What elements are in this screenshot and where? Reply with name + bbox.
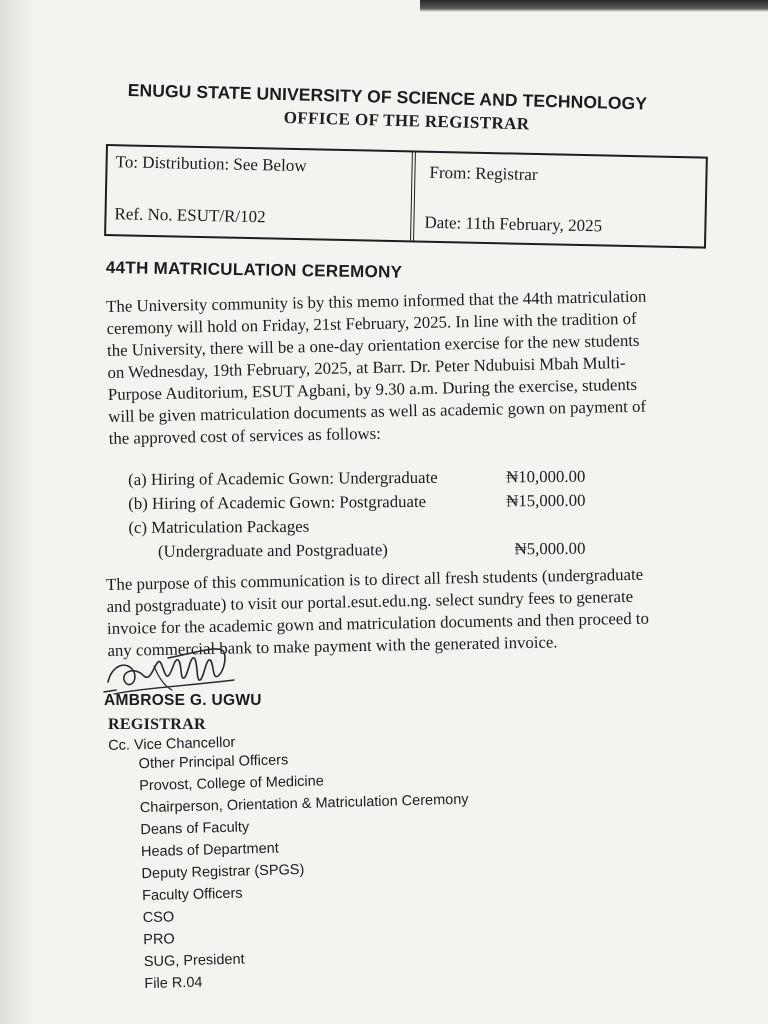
paragraph-line: will be given matriculation documents as well as academic gown on payment of <box>108 396 647 426</box>
memo-ref: Ref. No. ESUT/R/102 <box>114 204 266 227</box>
paragraph-line: Purpose Auditorium, ESUT Agbani, by 9.30 a.m. During the exercise, students <box>107 374 638 404</box>
cc-label: Cc. Vice Chancellor <box>108 734 236 754</box>
fee-amount: ₦10,000.00 <box>506 466 586 487</box>
memo-to: To: Distribution: See Below <box>115 152 307 176</box>
fee-label: (c) Matriculation Packages <box>128 516 310 537</box>
paragraph-line: any commercial bank to make payment with the generated invoice. <box>107 632 558 660</box>
fee-label: (a) Hiring of Academic Gown: Undergraduate <box>128 467 438 489</box>
paragraph-line: The purpose of this communication is to direct all fresh students (undergraduate <box>106 564 644 594</box>
fee-label: (Undergraduate and Postgraduate) <box>128 540 388 561</box>
paragraph-line: on Wednesday, 19th February, 2025, at Barr. Dr. Peter Ndubuisi Mbah Multi- <box>107 353 626 382</box>
cc-list <box>108 729 473 996</box>
memo-right-cell <box>414 152 706 246</box>
cc-recipient: Other Principal Officers <box>138 752 289 773</box>
memo-header-table <box>104 144 708 249</box>
memo-from: From: Registrar <box>429 162 538 185</box>
office-name: OFFICE OF THE REGISTRAR <box>283 108 530 134</box>
fee-item <box>128 489 628 516</box>
cc-recipient: Chairperson, Orientation & Matriculation Ceremony <box>139 791 469 817</box>
cc-recipient: Deans of Faculty <box>140 819 250 839</box>
fee-label: (b) Hiring of Academic Gown: Postgraduate <box>128 491 427 513</box>
cc-recipient: PRO <box>143 931 175 949</box>
fee-item <box>128 465 628 492</box>
cc-recipient: SUG, President <box>143 951 245 971</box>
body-paragraph-1 <box>106 284 729 450</box>
fee-amount: ₦5,000.00 <box>514 538 586 559</box>
fee-item <box>129 537 629 564</box>
cc-recipient: Deputy Registrar (SPGS) <box>141 861 305 883</box>
paragraph-line: the University, there will be a one-day orientation exercise for the new students <box>106 330 640 360</box>
memo-date: Date: 11th February, 2025 <box>424 212 603 236</box>
fee-item <box>128 513 628 540</box>
paragraph-line: the approved cost of services as follows: <box>108 423 382 448</box>
university-name: ENUGU STATE UNIVERSITY OF SCIENCE AND TECHNOLOGY <box>127 80 648 114</box>
paragraph-line: The University community is by this memo informed that the 44th matriculation <box>106 286 647 316</box>
paragraph-line: ceremony will hold on Friday, 21st February, 2025. In line with the tradition of <box>106 308 637 338</box>
signatory-name: AMBROSE G. UGWU <box>104 692 262 709</box>
fee-list <box>128 465 629 564</box>
cc-recipient: File R.04 <box>144 974 203 993</box>
cc-recipient: Faculty Officers <box>141 885 243 905</box>
fee-amount: ₦15,000.00 <box>506 490 586 511</box>
paragraph-line: and postgraduate) to visit our portal.esut.edu.ng. select sundry fees to generate <box>106 586 634 616</box>
cc-recipient: CSO <box>142 909 175 927</box>
cc-recipient: Heads of Department <box>140 840 279 861</box>
cc-recipients <box>108 745 473 996</box>
paragraph-line: invoice for the academic gown and matriculation documents and then proceed to <box>106 608 650 638</box>
cc-recipient: Provost, College of Medicine <box>139 773 324 795</box>
signatory-title: REGISTRAR <box>108 716 206 733</box>
memo-subject-heading: 44TH MATRICULATION CEREMONY <box>105 258 403 282</box>
memo-left-cell <box>106 146 416 240</box>
